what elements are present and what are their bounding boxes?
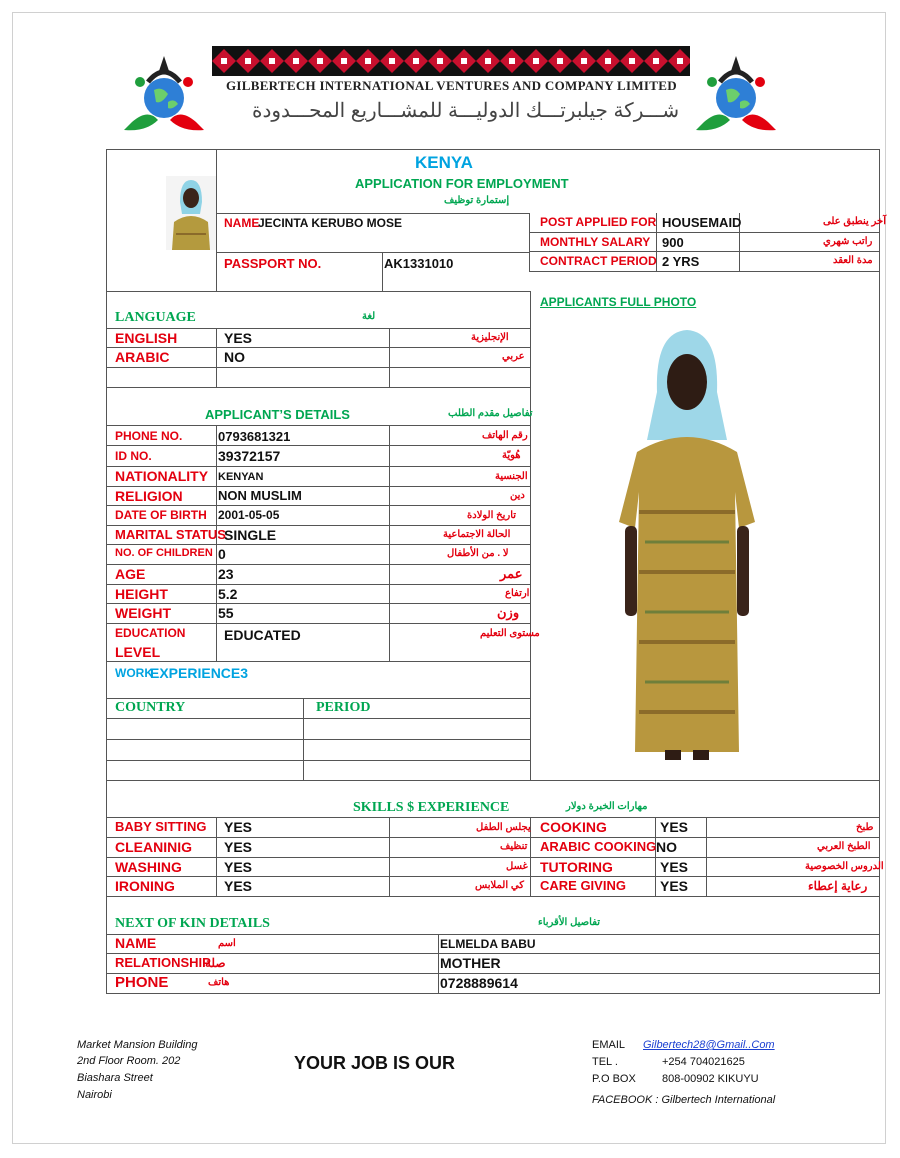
skill-cleaning-ar: تنظيف [500, 841, 528, 852]
kin-name-ar: اسم [218, 938, 236, 949]
post-ar: آخر ينطبق على [823, 216, 887, 227]
education-value: EDUCATED [224, 627, 301, 643]
work-title-b: EXPERIENCE3 [150, 665, 249, 681]
kin-phone-ar: هاتف [208, 977, 230, 988]
skills-title: SKILLS $ EXPERIENCE [353, 800, 510, 815]
footer-address-2: 2nd Floor Room. 202 [77, 1055, 181, 1067]
post-value: HOUSEMAID [662, 215, 742, 230]
phone-ar: رقم الهاتف [482, 430, 528, 441]
weight-label: WEIGHT [115, 605, 171, 621]
marital-label: MARITAL STATUS [115, 527, 226, 542]
age-ar: عمر [500, 566, 523, 581]
skill-cooking-ar: طبخ [856, 822, 874, 833]
dob-ar: تاريخ الولادة [467, 510, 517, 521]
religion-value: NON MUSLIM [218, 488, 302, 503]
skill-cooking-label: COOKING [540, 819, 607, 835]
applicant-full-photo [615, 322, 760, 762]
skill-tutoring-value: YES [660, 859, 689, 875]
work-col-period: PERIOD [316, 700, 371, 715]
footer-tel-label: TEL . [592, 1056, 618, 1068]
skill-arabic-cooking-label: ARABIC COOKING [540, 839, 657, 854]
skill-arabic-cooking-value: NO [656, 839, 677, 855]
skill-ironing-value: YES [224, 878, 253, 894]
lang-arabic-label: ARABIC [115, 349, 170, 365]
skills-title-ar: مهارات الخبرة دولار [566, 801, 648, 812]
height-ar: ارتفاع [505, 588, 530, 599]
kin-phone-value: 0728889614 [440, 975, 518, 991]
footer-address-4: Nairobi [77, 1089, 112, 1101]
skill-cleaning-value: YES [224, 839, 253, 855]
language-title-ar: لغة [362, 311, 376, 322]
id-label: ID NO. [115, 449, 152, 463]
children-value: 0 [218, 546, 226, 562]
salary-label: MONTHLY SALARY [540, 235, 651, 249]
skill-ironing-ar: كي الملابس [475, 880, 524, 891]
id-value: 39372157 [218, 448, 281, 464]
education-label-2: LEVEL [115, 644, 161, 660]
skill-washing-value: YES [224, 859, 253, 875]
lang-english-value: YES [224, 330, 253, 346]
country-title: KENYA [415, 153, 473, 172]
salary-ar: راتب شهري [823, 236, 873, 247]
weight-ar: وزن [497, 605, 520, 620]
details-title-ar: تفاصيل مقدم الطلب [448, 408, 533, 419]
footer-pobox-value: 808-00902 KIKUYU [662, 1073, 759, 1085]
kin-relationship-ar: صلة [205, 956, 226, 970]
skill-tutoring-label: TUTORING [540, 859, 613, 875]
age-value: 23 [218, 566, 234, 582]
applicant-passport-photo [166, 176, 216, 250]
skill-baby-sitting-value: YES [224, 819, 253, 835]
passport-label: PASSPORT NO. [224, 256, 322, 271]
nationality-ar: الجنسية [495, 471, 528, 482]
form-title: APPLICATION FOR EMPLOYMENT [355, 176, 569, 191]
lang-english-label: ENGLISH [115, 330, 178, 346]
skill-care-giving-value: YES [660, 878, 689, 894]
skill-arabic-cooking-ar: الطبخ العربي [817, 841, 871, 852]
salary-value: 900 [662, 235, 684, 250]
post-label: POST APPLIED FOR [540, 215, 657, 229]
id-ar: هُويّة [502, 450, 521, 461]
religion-label: RELIGION [115, 488, 183, 504]
age-label: AGE [115, 566, 146, 582]
kin-name-label: NAME [115, 935, 157, 951]
skill-baby-sitting-label: BABY SITTING [115, 819, 207, 834]
lang-arabic-value: NO [224, 349, 245, 365]
skill-washing-label: WASHING [115, 859, 182, 875]
children-label: NO. OF CHILDREN [115, 547, 213, 559]
phone-value: 0793681321 [218, 429, 291, 444]
kin-name-value: ELMELDA BABU [440, 937, 536, 951]
dob-value: 2001-05-05 [218, 508, 280, 522]
kin-relationship-value: MOTHER [440, 955, 501, 971]
footer-facebook: FACEBOOK : Gilbertech International [592, 1094, 776, 1106]
name-label: NAME [224, 216, 260, 230]
skill-ironing-label: IRONING [115, 878, 175, 894]
company-name-ar: شـــركة جيلبرتـــك الدوليـــة للمشـــاريع المحـــدودة [252, 100, 680, 122]
lang-english-ar: الإنجليزية [471, 332, 509, 343]
children-ar: لا . من الأطفال [447, 548, 509, 559]
phone-label: PHONE NO. [115, 429, 183, 443]
kin-title: NEXT OF KIN DETAILS [115, 916, 270, 931]
skill-washing-ar: غسل [506, 861, 528, 872]
contract-value: 2 YRS [662, 254, 700, 269]
height-value: 5.2 [218, 586, 238, 602]
form-title-ar: إستمارة توظيف [444, 195, 510, 206]
language-title: LANGUAGE [115, 310, 196, 325]
skill-tutoring-ar: الدروس الخصوصية [805, 861, 884, 872]
contract-label: CONTRACT PERIOD [540, 254, 657, 268]
lang-arabic-ar: عربي [502, 351, 525, 362]
religion-ar: دين [510, 490, 525, 501]
applicant-name: JECINTA KERUBO MOSE [258, 216, 403, 230]
footer-tel-value: +254 704021625 [662, 1056, 745, 1068]
marital-ar: الحالة الاجتماعية [443, 529, 511, 540]
work-title-a: WORK [115, 666, 153, 680]
full-photo-label: APPLICANTS FULL PHOTO [540, 295, 697, 309]
footer-email-link[interactable]: Gilbertech28@Gmail..Com [643, 1039, 775, 1051]
details-title: APPLICANT’S DETAILS [205, 407, 350, 422]
kin-phone-label: PHONE [115, 974, 169, 991]
education-ar: مستوى التعليم [480, 628, 540, 639]
contract-ar: مدة العقد [833, 255, 873, 266]
education-label: EDUCATION [115, 626, 186, 640]
decorative-pattern-band [212, 46, 690, 76]
nationality-label: NATIONALITY [115, 468, 209, 484]
nationality-value: KENYAN [218, 471, 264, 483]
height-label: HEIGHT [115, 586, 168, 602]
footer-address-1: Market Mansion Building [77, 1039, 198, 1051]
footer-pobox-label: P.O BOX [592, 1073, 636, 1085]
footer-slogan: YOUR JOB IS OUR [294, 1053, 456, 1073]
passport-number: AK1331010 [384, 256, 454, 271]
work-col-country: COUNTRY [115, 700, 186, 715]
company-logo-right [690, 52, 782, 138]
dob-label: DATE OF BIRTH [115, 508, 207, 522]
company-logo-left [118, 52, 210, 138]
weight-value: 55 [218, 605, 234, 621]
skill-baby-sitting-ar: يجلس الطفل [476, 822, 531, 833]
marital-value: SINGLE [224, 527, 277, 543]
kin-title-ar: تفاصيل الأقرباء [538, 917, 601, 928]
skill-cleaning-label: CLEANINIG [115, 839, 192, 855]
footer-email-label: EMAIL [592, 1039, 626, 1051]
footer-address-3: Biashara Street [77, 1072, 153, 1084]
kin-relationship-label: RELATIONSHIP [115, 955, 211, 970]
skill-care-giving-label: CARE GIVING [540, 878, 626, 893]
skill-care-giving-ar: رعاية إعطاء [808, 879, 868, 893]
skill-cooking-value: YES [660, 819, 689, 835]
company-name-en: GILBERTECH INTERNATIONAL VENTURES AND COMPANY LIMITED [226, 78, 677, 93]
